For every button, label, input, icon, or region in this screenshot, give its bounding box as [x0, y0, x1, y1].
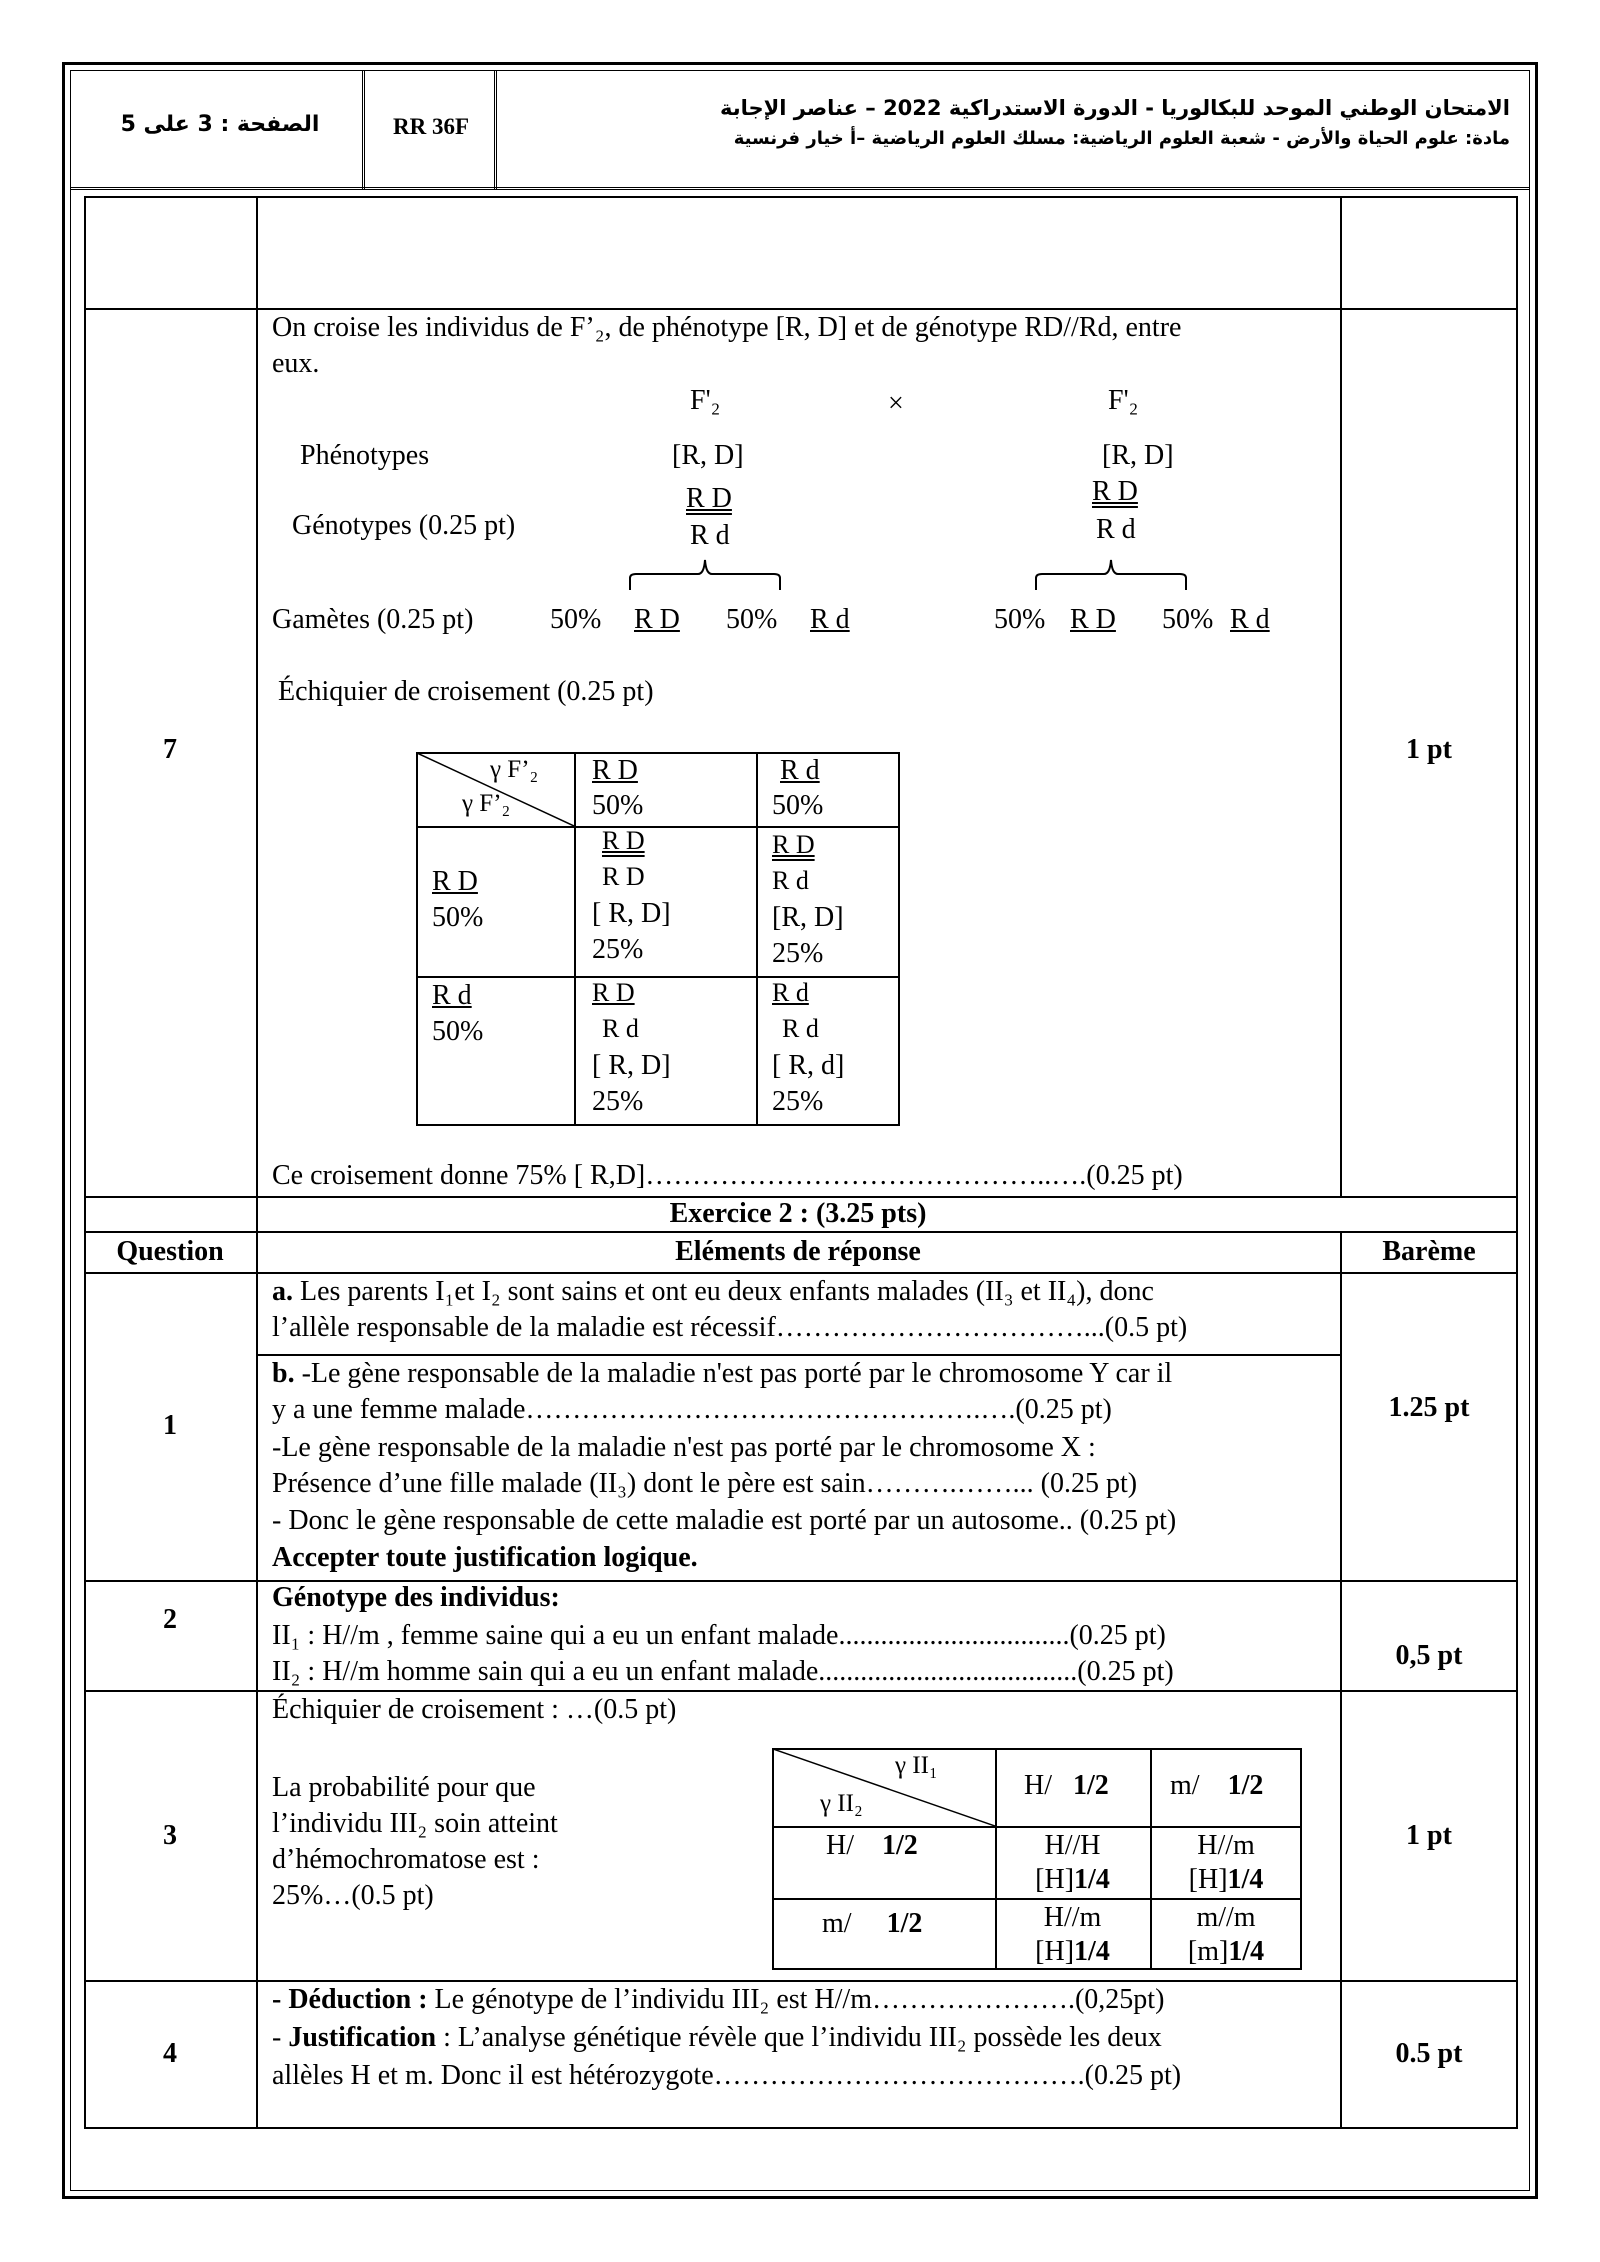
grid-col-pct: 50%: [592, 790, 644, 821]
question-number: 3: [163, 1820, 177, 1851]
question-number: 4: [163, 2038, 177, 2069]
grid-row-gamete: R D: [432, 866, 478, 897]
grid-cell-phenotype: [ R, d]: [772, 1050, 845, 1081]
exercise-title: Exercice 2 : (3.25 pts): [669, 1198, 927, 1229]
gamete-brace-left: [620, 556, 790, 592]
grid-cell-genotype-bottom: R d: [602, 1014, 639, 1043]
genotype-right-top: R D: [1092, 476, 1138, 507]
grid-cell-pct: 25%: [772, 1086, 824, 1117]
grid-cell-phenotype: [m]1/4: [1187, 1936, 1265, 1967]
q7-conclusion: Ce croisement donne 75% [ R,D]……………………………………..….(0.25 pt): [272, 1160, 1183, 1191]
question-score: 0,5 pt: [1395, 1640, 1463, 1671]
grid-cell-genotype-bottom: R d: [782, 1014, 819, 1043]
q4-justification: - Justification : L’analyse génétique révèle que l’individu III₂ possède les deux: [272, 2022, 1162, 2053]
grid-cell-genotype-top: R D: [772, 830, 815, 859]
grid-diagonal: [773, 1749, 995, 1826]
q2-title: Génotype des individus:: [272, 1582, 560, 1613]
grid-line: [772, 1898, 1302, 1900]
punnett-title: Échiquier de croisement (0.25 pt): [278, 676, 654, 707]
grid-row-gamete: R d: [432, 980, 472, 1011]
grid-line: [756, 752, 758, 1126]
gametes-label: Gamètes (0.25 pt): [272, 604, 474, 635]
grid-cell-phenotype: [H]1/4: [1035, 1864, 1110, 1895]
q3-text: 25%…(0.5 pt): [272, 1880, 434, 1911]
row-divider: [256, 1354, 1340, 1356]
q3-text: La probabilité pour que: [272, 1772, 536, 1803]
gamete-pct: 50%: [1162, 604, 1214, 635]
row-divider: [84, 308, 1518, 310]
q1b-line: -Le gène responsable de la maladie n'est pas porté par le chromosome X :: [272, 1432, 1096, 1463]
gamete-brace-right: [1026, 556, 1196, 592]
question-number: 1: [163, 1410, 177, 1441]
grid-corner-top: γ II₁: [895, 1752, 938, 1779]
q1b-line: b. -Le gène responsable de la maladie n'est pas porté par le chromosome Y car il: [272, 1358, 1173, 1389]
q4-justification-cont: allèles H et m. Donc il est hétérozygote………………………………….(0.25 pt): [272, 2060, 1182, 2091]
grid-cell-pct: 25%: [592, 1086, 644, 1117]
phenotypes-label: Phénotypes: [300, 440, 430, 471]
grid-col-pct: 50%: [772, 790, 824, 821]
grid-cell-genotype: H//m: [1197, 1830, 1255, 1861]
q1a-line: a. Les parents I₁et I₂ sont sains et ont eu deux enfants malades (II₃ et II₄), donc: [272, 1276, 1154, 1307]
grid-row-gamete: H/ 1/2: [826, 1830, 918, 1861]
phenotype-right: [R, D]: [1102, 440, 1174, 471]
grid-cell-phenotype: [H]1/4: [1188, 1864, 1264, 1895]
question-number: 7: [163, 734, 177, 765]
grid-cell-pct: 25%: [772, 938, 824, 969]
grid-line: [416, 826, 900, 828]
q1a-line: l’allèle responsable de la maladie est récessif……………………………...(0.5 pt): [272, 1312, 1188, 1343]
q1b-note: Accepter toute justification logique.: [272, 1542, 698, 1573]
genotype-left-top: R D: [686, 483, 732, 514]
genotype-right-bottom: R d: [1096, 514, 1136, 545]
question-score: 1 pt: [1406, 734, 1452, 765]
row-divider: [84, 1231, 1518, 1233]
grid-row-pct: 50%: [432, 902, 484, 933]
grid-cell-pct: 25%: [592, 934, 644, 965]
row-divider: [84, 1980, 1518, 1982]
exam-title: الامتحان الوطني الموحد للبكالوريا - الدورة الاستدراكية 2022 – عناصر الإجابة: [719, 96, 1510, 120]
column-header-bareme: Barème: [1382, 1236, 1476, 1267]
column-divider: [1340, 1231, 1342, 2129]
grid-corner-bottom: γ F’₂: [462, 790, 511, 817]
q7-intro: On croise les individus de F’₂, de phénotype [R, D] et de génotype RD//Rd, entre: [272, 312, 1182, 343]
row-divider: [84, 1690, 1518, 1692]
grid-cell-genotype-bottom: R d: [772, 866, 809, 895]
cross-sign: ×: [888, 388, 904, 419]
question-score: 1.25 pt: [1388, 1392, 1470, 1423]
grid-cell-genotype: m//m: [1196, 1902, 1256, 1933]
grid-row-gamete: m/ 1/2: [822, 1908, 923, 1939]
grid-col-gamete: m/ 1/2: [1170, 1770, 1264, 1801]
grid-cell-phenotype: [R, D]: [772, 902, 844, 933]
grid-cell-genotype-top: R D: [602, 826, 645, 855]
q7-intro-cont: eux.: [272, 348, 320, 379]
grid-row-pct: 50%: [432, 1016, 484, 1047]
grid-cell-phenotype: [ R, D]: [592, 898, 671, 929]
grid-corner-bottom: γ II₂: [820, 1790, 863, 1817]
grid-cell-genotype: H//H: [1044, 1830, 1101, 1861]
gamete-rd-lower: R d: [1230, 604, 1270, 635]
question-score: 0.5 pt: [1395, 2038, 1463, 2069]
grid-cell-genotype-top: R d: [772, 978, 809, 1007]
q4-deduction: - Déduction : Le génotype de l’individu III₂ est H//m………………….(0,25pt): [272, 1984, 1165, 2015]
gamete-rd-lower: R d: [810, 604, 850, 635]
grid-cell-genotype-top: R D: [592, 978, 635, 1007]
gamete-pct: 50%: [550, 604, 602, 635]
grid-line: [574, 752, 576, 1126]
grid-col-gamete: H/ 1/2: [1024, 1770, 1109, 1801]
q3-grid-title: Échiquier de croisement : …(0.5 pt): [272, 1694, 677, 1725]
page-number: الصفحة : 3 على 5: [120, 112, 320, 137]
question-score: 1 pt: [1406, 1820, 1452, 1851]
grid-cell-phenotype: [ R, D]: [592, 1050, 671, 1081]
header-divider: [362, 70, 365, 190]
q3-text: l’individu III₂ soin atteint: [272, 1808, 558, 1839]
grid-cell-genotype: H//m: [1043, 1902, 1102, 1933]
gamete-pct: 50%: [994, 604, 1046, 635]
q2-line: II₂ : H//m homme sain qui a eu un enfant malade.....................................(0.25 pt): [272, 1656, 1174, 1687]
grid-cell-phenotype: [H]1/4: [1035, 1936, 1110, 1967]
grid-col-gamete: R D: [592, 755, 638, 786]
genotypes-label: Génotypes (0.25 pt): [292, 510, 516, 541]
parent-label-left: F'₂: [690, 385, 721, 416]
row-divider: [84, 1272, 1518, 1274]
grid-cell-genotype-bottom: R D: [602, 862, 645, 891]
genotype-left-bottom: R d: [690, 520, 730, 551]
gamete-rd-upper: R D: [634, 604, 680, 635]
exam-subject: مادة: علوم الحياة والأرض - شعبة العلوم الرياضية: مسلك العلوم الرياضية –أ خيار فرنسية: [733, 128, 1510, 149]
grid-line: [416, 976, 900, 978]
q1b-line: y a une femme malade………………………………………….….(0.25 pt): [272, 1394, 1112, 1425]
q2-line: II₁ : H//m , femme saine qui a eu un enfant malade.................................(0.25 pt): [272, 1620, 1166, 1651]
exam-code: RR 36F: [392, 114, 470, 139]
q3-text: d’hémochromatose est :: [272, 1844, 540, 1875]
q1b-line: - Donc le gène responsable de cette maladie est porté par un autosome.. (0.25 pt): [272, 1505, 1177, 1536]
phenotype-left: [R, D]: [672, 440, 744, 471]
column-divider: [256, 196, 258, 2129]
grid-corner-top: γ F’₂: [490, 756, 539, 783]
column-divider: [1340, 196, 1342, 1196]
parent-label-right: F'₂: [1108, 385, 1139, 416]
grid-line: [772, 1826, 1302, 1828]
gamete-pct: 50%: [726, 604, 778, 635]
gamete-rd-upper: R D: [1070, 604, 1116, 635]
question-number: 2: [163, 1604, 177, 1635]
q1b-line: Présence d’une fille malade (II₃) dont le père est sain……….……... (0.25 pt): [272, 1468, 1138, 1499]
column-header-question: Question: [116, 1236, 224, 1267]
grid-col-gamete: R d: [780, 755, 820, 786]
column-header-elements: Eléments de réponse: [675, 1236, 921, 1267]
